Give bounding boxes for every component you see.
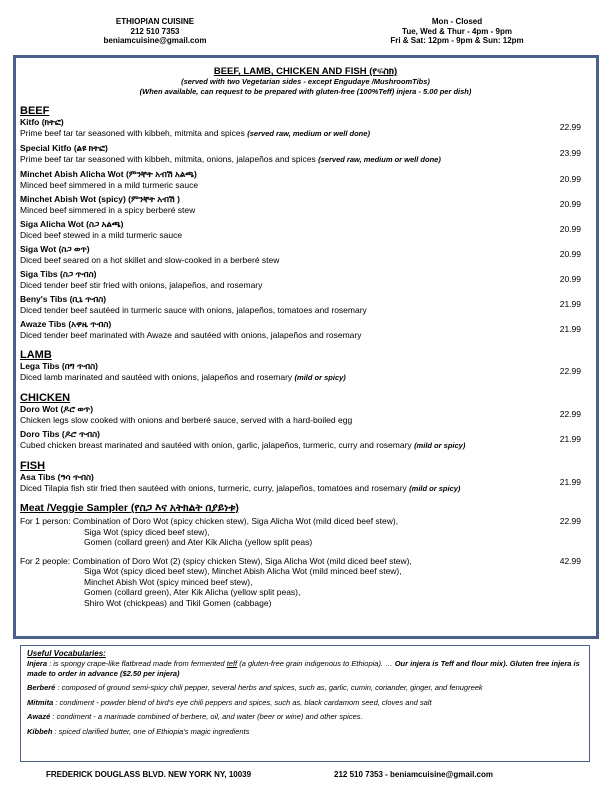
- item-note: (served raw, medium or well done): [318, 154, 441, 164]
- vocab-term: Awazé: [27, 712, 51, 721]
- menu-item: [20, 319, 591, 340]
- header-hours: [372, 17, 542, 46]
- menu-box: [13, 55, 599, 639]
- vocab-entry: [27, 712, 583, 722]
- vocab-term: Injera: [27, 659, 48, 668]
- item-name: Siga Alicha Wot (ስጋ አልጫ): [20, 219, 124, 229]
- item-description: [20, 280, 591, 291]
- item-note: (mild or spicy): [414, 440, 466, 450]
- item-description-text: Prime beef tar tar seasoned with kibbeh, mitmita and spices: [20, 127, 245, 138]
- footer-address: FREDERICK DOUGLASS BLVD. NEW YORK NY, 10039: [46, 770, 252, 779]
- menu-item: [20, 219, 591, 240]
- item-description-text: Minced beef simmered in a mild turmeric sauce: [20, 179, 199, 190]
- item-price: 22.99: [559, 122, 581, 132]
- item-name: Kitfo (ክትፎ): [20, 117, 64, 127]
- menu-item: [20, 294, 591, 315]
- item-description-text: Diced lamb marinated and sautéed with onions, jalapeños and rosemary: [20, 371, 293, 382]
- sampler-option: [20, 516, 591, 548]
- menu-item: [20, 361, 591, 383]
- restaurant-name: ETHIOPIAN CUISINE: [115, 17, 195, 26]
- vocab-text: : spiced clarified butter, one of Ethiopia's magic ingredients: [52, 726, 250, 736]
- item-description: [20, 305, 591, 316]
- item-price: 20.99: [559, 274, 581, 284]
- item-price: 20.99: [559, 174, 581, 184]
- vocab-term: Mitmita: [27, 697, 54, 707]
- item-price: 21.99: [559, 477, 581, 487]
- item-price: 20.99: [559, 199, 581, 209]
- item-description: [20, 205, 591, 216]
- hours-line: Mon - Closed: [431, 17, 483, 26]
- sampler-option: [20, 556, 591, 609]
- section-heading: LAMB: [20, 349, 52, 361]
- item-name: Siga Tibs (ስጋ ጥብስ): [20, 269, 97, 279]
- item-description: [20, 180, 591, 191]
- item-price: 23.99: [559, 148, 581, 158]
- item-description-text: Diced tender beef sautéed in turmeric sauce with onions, jalapeños, tomatoes and rosemary: [20, 304, 367, 315]
- item-note: (served raw, medium or well done): [247, 128, 370, 138]
- item-price: 21.99: [559, 434, 581, 444]
- menu-item: [20, 143, 591, 165]
- sampler-line: Minchet Abish Wot (spicy minced beef stew),: [84, 576, 253, 587]
- section-heading: BEEF: [20, 105, 50, 117]
- item-description-text: Chicken legs slow cooked with onions and berberé sauce, served with a hard-boiled egg: [20, 414, 353, 425]
- item-price: 22.99: [559, 366, 581, 376]
- sampler-line: For 2 people: Combination of Doro Wot (2) (spicy chicken Stew), Siga Alicha Wot (mild diced beef stew),: [20, 555, 412, 566]
- item-description-text: Minced beef simmered in a spicy berberé stew: [20, 204, 196, 215]
- sampler-options: [20, 516, 591, 608]
- menu-content: [20, 66, 591, 608]
- menu-item: [20, 169, 591, 190]
- hours-line: Fri & Sat: 12pm - 9pm & Sun: 12pm: [390, 36, 524, 45]
- item-description: [20, 415, 591, 426]
- sampler-price: 42.99: [559, 555, 581, 566]
- vocab-entry-injera: [27, 659, 583, 678]
- item-price: 21.99: [559, 299, 581, 309]
- item-price: 21.99: [559, 324, 581, 334]
- item-description: [20, 128, 591, 140]
- item-price: 20.99: [559, 249, 581, 259]
- footer-contact: 212 510 7353 - beniamcuisine@gmail.com: [334, 770, 493, 779]
- sampler-line: Siga Wot (spicy diced beef stew),: [84, 526, 210, 537]
- vocab-text: : condiment - powder blend of bird's eye chili peppers and spices, such as, black cardamom seed, cloves and salt: [53, 697, 432, 707]
- sampler-line: Shiro Wot (chickpeas) and Tikil Gomen (cabbage): [84, 597, 272, 608]
- header-restaurant-info: [96, 17, 214, 46]
- menu-item: [20, 244, 591, 265]
- vocabulary-title: Useful Vocabularies:: [27, 649, 106, 658]
- item-name: Minchet Abish Alicha Wot (ምንቸት አብሽ አልጫ): [20, 169, 197, 179]
- restaurant-phone: 212 510 7353: [130, 26, 180, 36]
- vocabulary-box: [20, 645, 590, 762]
- item-name: Awaze Tibs (አዋዜ ጥብስ): [20, 319, 112, 329]
- menu-subtitle: (When available, can request to be prepared with gluten-free (100%Teff) injera - 5.00 per dish): [139, 86, 472, 96]
- menu-item: [20, 269, 591, 290]
- item-description: [20, 372, 591, 384]
- sampler-title: Meat /Veggie Sampler (የስጋ እና አትክልት በያይነቱ): [20, 502, 239, 514]
- item-description: [20, 255, 591, 266]
- vocab-text: teff: [226, 659, 238, 668]
- sampler-line: Siga Wot (spicy diced beef stew), Minchet Abish Alicha Wot (mild minced beef stew),: [84, 566, 402, 576]
- sampler-line: For 1 person: Combination of Doro Wot (spicy chicken stew), Siga Alicha Wot (mild diced beef stew),: [20, 516, 399, 526]
- vocab-text: : condiment - a marinade combined of berbere, oil, and water (beer or wine) and other spices.: [50, 712, 363, 721]
- menu-item: [20, 194, 591, 215]
- section-heading: FISH: [20, 460, 46, 472]
- item-name: Doro Wot (ዶሮ ወጥ): [20, 404, 94, 414]
- item-description-text: Cubed chicken breast marinated and sautéed with onion, garlic, jalapeños, turmeric, curry and rosemary: [20, 439, 412, 450]
- vocab-text: Our injera is Teff and flour mix). Gluten free injera is made to order in advance ($2.50 per injera): [27, 659, 580, 678]
- item-description: [20, 330, 591, 341]
- item-name: Siga Wot (ስጋ ወጥ): [20, 244, 90, 254]
- item-note: (mild or spicy): [294, 372, 346, 382]
- item-description: [20, 483, 591, 495]
- item-description-text: Diced Tilapia fish stir fried then sautéed with onions, turmeric, curry, jalapeños, tomatoes and rosemary: [20, 482, 407, 493]
- menu-item: [20, 404, 591, 425]
- vocab-entry: [27, 698, 583, 708]
- vocab-text: : is spongy crape-like flatbread made from fermented: [47, 659, 227, 668]
- sampler-line: Gomen (collard green), Ater Kik Alicha (yellow split peas),: [84, 587, 301, 597]
- menu-item: [20, 117, 591, 139]
- item-description-text: Diced tender beef marinated with Awaze and sautéed with onions, jalapeños and rosemary: [20, 329, 362, 340]
- sampler-line: Gomen (collard green) and Ater Kik Alicha (yellow split peas): [84, 537, 313, 547]
- vocab-term: Berberé: [27, 683, 56, 692]
- item-description: [20, 440, 591, 452]
- section-heading: CHICKEN: [20, 392, 71, 404]
- hours-line: Tue, Wed & Thur - 4pm - 9pm: [402, 26, 512, 36]
- menu-subtitle: (served with two Vegetarian sides - except Engudaye /MushroomTibs): [181, 77, 430, 86]
- item-name: Minchet Abish Wot (spicy) (ምንቸት አብሽ ): [20, 194, 180, 204]
- item-name: Doro Tibs (ዶሮ ጥብስ): [20, 429, 100, 439]
- vocab-text: : composed of ground semi-spicy chili pepper, several herbs and spices, such as, garlic, cumin, coriander, ginger, and fenugreek: [55, 683, 483, 692]
- menu-item: [20, 472, 591, 494]
- item-note: (mild or spicy): [409, 483, 461, 493]
- menu-sections: [20, 105, 591, 494]
- menu-title: BEEF, LAMB, CHICKEN AND FISH (የፍስክ): [213, 66, 398, 77]
- vocab-entries: [27, 683, 583, 736]
- item-name: Lega Tibs (በግ ጥብስ): [20, 361, 98, 371]
- item-description-text: Diced beef stewed in a mild turmeric sauce: [20, 229, 183, 240]
- item-description-text: Diced beef seared on a hot skillet and slow-cooked in a berberé stew: [20, 254, 280, 265]
- item-description-text: Diced tender beef stir fried with onions, jalapeños, and rosemary: [20, 279, 263, 290]
- item-price: 22.99: [559, 409, 581, 419]
- item-description: [20, 154, 591, 166]
- vocab-entry: [27, 683, 583, 693]
- item-name: Special Kitfo (ልዩ ክትፎ): [20, 143, 108, 153]
- vocab-term: Kibbeh: [27, 726, 53, 736]
- vocab-entry: [27, 727, 583, 737]
- item-price: 20.99: [559, 224, 581, 234]
- item-name: Beny's Tibs (ቢኒ ጥብስ): [20, 294, 107, 304]
- sampler-price: 22.99: [559, 516, 581, 526]
- menu-item: [20, 429, 591, 451]
- item-description: [20, 230, 591, 241]
- item-name: Asa Tibs (ዓሳ ጥብስ): [20, 472, 94, 482]
- vocab-text: (a gluten-free grain indigenous to Ethiopia). …: [237, 659, 395, 668]
- item-description-text: Prime beef tar tar seasoned with kibbeh, mitmita, onions, jalapeños and spices: [20, 153, 316, 164]
- restaurant-email: beniamcuisine@gmail.com: [103, 36, 207, 45]
